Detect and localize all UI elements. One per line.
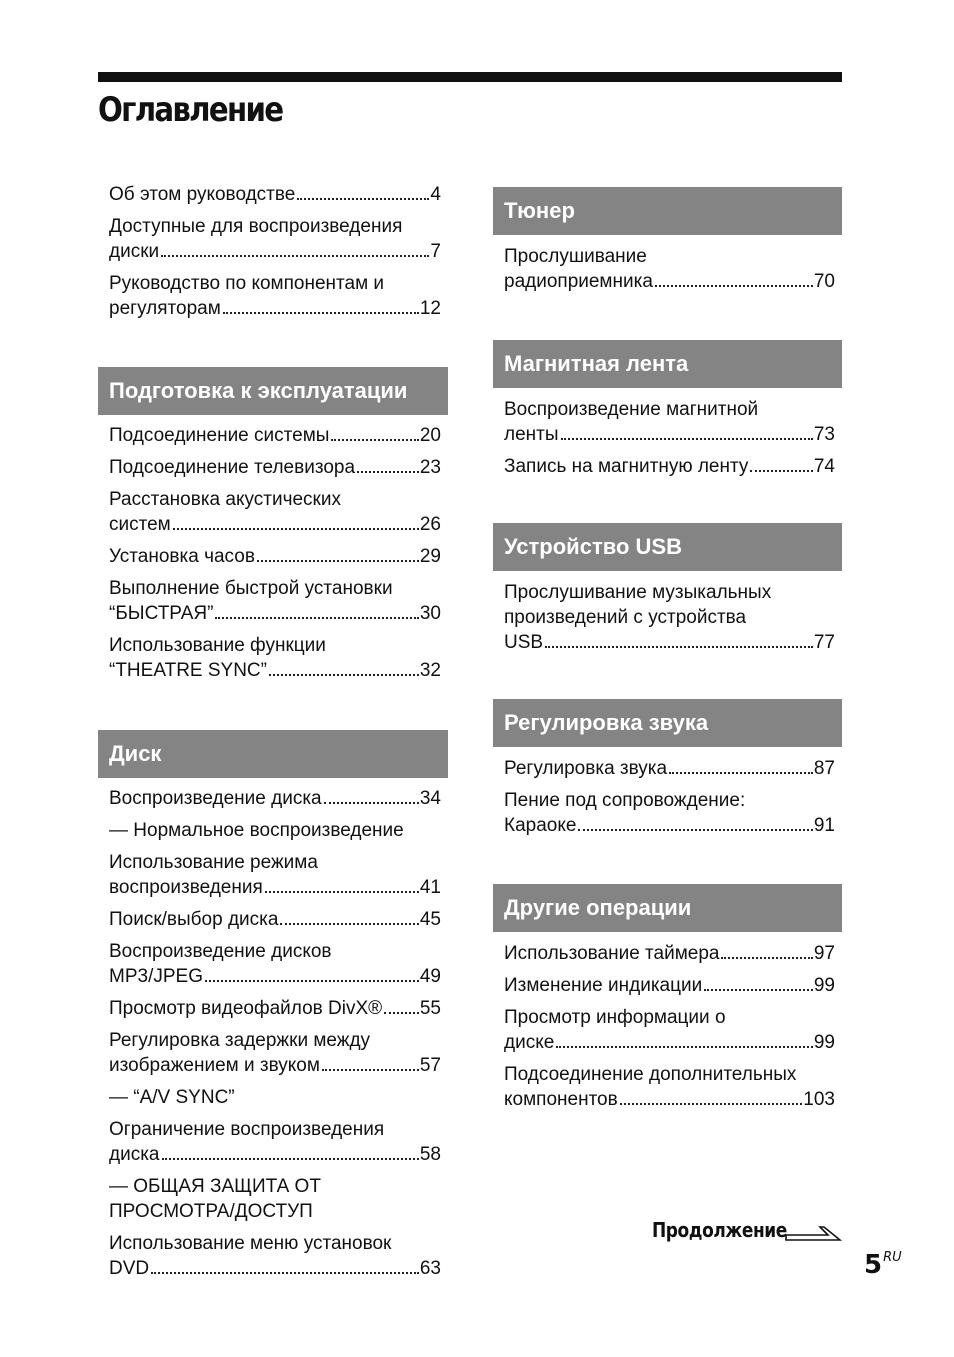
toc-subentry bbox=[109, 1174, 448, 1224]
section-list bbox=[493, 756, 842, 838]
toc-entry[interactable] bbox=[109, 786, 448, 811]
leader-dots bbox=[265, 891, 419, 893]
leader-dots bbox=[384, 1012, 419, 1014]
right-arrow-icon bbox=[784, 1218, 842, 1244]
leader-dots bbox=[620, 1103, 803, 1105]
toc-entry-page: 26 bbox=[419, 514, 441, 535]
leader-dots bbox=[561, 438, 813, 440]
leader-dots bbox=[655, 285, 813, 287]
toc-entry-text: ПРОСМОТРА/ДОСТУП bbox=[109, 1201, 313, 1222]
toc-entry-text: Руководство по компонентам и bbox=[109, 273, 385, 294]
toc-entry[interactable] bbox=[109, 576, 448, 626]
toc-entry-text: компонентов bbox=[504, 1089, 618, 1110]
toc-entry[interactable] bbox=[504, 973, 842, 998]
toc-entry-page: 97 bbox=[813, 943, 835, 964]
leader-dots bbox=[331, 439, 418, 441]
section-list bbox=[98, 423, 448, 683]
toc-entry[interactable] bbox=[109, 907, 448, 932]
toc-entry[interactable] bbox=[109, 182, 448, 207]
toc-entry-text: Подсоединение телевизора bbox=[109, 457, 356, 478]
leader-dots bbox=[257, 560, 419, 562]
continuation-text: Продолжение bbox=[652, 1218, 787, 1242]
leader-dots bbox=[324, 802, 419, 804]
leader-dots bbox=[161, 255, 429, 257]
toc-entry-text: Пение под сопровождение: bbox=[504, 790, 746, 811]
toc-entry[interactable] bbox=[504, 1005, 842, 1055]
section-heading: Магнитная лента bbox=[493, 340, 842, 388]
toc-entry-page: 7 bbox=[430, 241, 441, 262]
toc-entry-page: 70 bbox=[813, 271, 835, 292]
toc-entry-text: Подсоединение дополнительных bbox=[504, 1064, 797, 1085]
toc-subentry bbox=[109, 818, 448, 843]
toc-entry-page: 58 bbox=[419, 1144, 441, 1165]
toc-entry-text: Подсоединение системы bbox=[109, 425, 330, 446]
section-heading: Другие операции bbox=[493, 884, 842, 932]
leader-dots bbox=[297, 198, 429, 200]
toc-entry-text: Воспроизведение дисков bbox=[109, 941, 332, 962]
toc-entry-text: — Нормальное воспроизведение bbox=[109, 820, 404, 841]
toc-entry-page: 45 bbox=[419, 909, 441, 930]
toc-entry[interactable] bbox=[109, 423, 448, 448]
toc-entry-page: 87 bbox=[813, 758, 835, 779]
toc-entry-text: Регулировка звука bbox=[504, 758, 668, 779]
toc-entry-text: Установка часов bbox=[109, 546, 255, 567]
right-column bbox=[493, 187, 842, 1112]
toc-entry-text: Запись на магнитную ленту bbox=[504, 456, 749, 477]
toc-entry-text: USB bbox=[504, 632, 544, 653]
section-heading: Регулировка звука bbox=[493, 699, 842, 747]
toc-entry-text: Просмотр видеофайлов DivX® bbox=[109, 998, 383, 1019]
toc-entry[interactable] bbox=[109, 1028, 448, 1078]
leader-dots bbox=[151, 1272, 419, 1274]
section-list bbox=[98, 786, 448, 1281]
toc-entry-text: — “A/V SYNC” bbox=[109, 1087, 235, 1108]
section-heading: Подготовка к эксплуатации bbox=[98, 367, 448, 415]
toc-entry-text: MP3/JPEG bbox=[109, 966, 203, 987]
leader-dots bbox=[269, 674, 419, 676]
section-usb bbox=[493, 523, 842, 655]
toc-entry-text: Использование режима bbox=[109, 852, 318, 873]
toc-entry-text: Прослушивание bbox=[504, 246, 647, 267]
toc-entry-page: 74 bbox=[813, 456, 835, 477]
page-title: Оглавление bbox=[98, 90, 283, 130]
toc-entry-text: воспроизведения bbox=[109, 877, 263, 898]
toc-entry-text: Караоке bbox=[504, 815, 577, 836]
leader-dots bbox=[162, 1158, 419, 1160]
section-sound bbox=[493, 699, 842, 838]
toc-entry-text: Использование таймера bbox=[504, 943, 720, 964]
leader-dots bbox=[578, 829, 812, 831]
toc-subentry bbox=[109, 1085, 448, 1110]
toc-entry-text: диска bbox=[109, 1144, 160, 1165]
toc-entry-text: “БЫСТРАЯ” bbox=[109, 603, 214, 624]
toc-entry[interactable] bbox=[504, 788, 842, 838]
toc-entry-text: Расстановка акустических bbox=[109, 489, 341, 510]
top-rule bbox=[98, 72, 842, 82]
toc-entry-page: 20 bbox=[419, 425, 441, 446]
toc-entry[interactable] bbox=[504, 756, 842, 781]
toc-entry-page: 49 bbox=[419, 966, 441, 987]
toc-entry[interactable] bbox=[109, 1231, 448, 1281]
section-list bbox=[493, 244, 842, 294]
leader-dots bbox=[750, 470, 812, 472]
toc-entry-text: изображением и звуком bbox=[109, 1055, 320, 1076]
toc-entry-page: 55 bbox=[419, 998, 441, 1019]
toc-entry-page: 57 bbox=[419, 1055, 441, 1076]
toc-entry-text: Прослушивание музыкальных bbox=[504, 582, 772, 603]
toc-entry-page: 4 bbox=[430, 184, 441, 205]
page-number-value: 5 bbox=[864, 1250, 883, 1280]
toc-entry-page: 99 bbox=[813, 975, 835, 996]
toc-entry-text: DVD bbox=[109, 1258, 150, 1279]
section-list bbox=[493, 397, 842, 479]
section-tape bbox=[493, 340, 842, 479]
toc-entry-text: ленты bbox=[504, 424, 559, 445]
toc-entry-page: 41 bbox=[419, 877, 441, 898]
page-language: RU bbox=[883, 1250, 902, 1265]
toc-entry-page: 32 bbox=[419, 660, 441, 681]
toc-entry[interactable] bbox=[504, 454, 842, 479]
leader-dots bbox=[223, 312, 419, 314]
leader-dots bbox=[322, 1069, 419, 1071]
toc-entry[interactable] bbox=[109, 939, 448, 989]
section-tuner bbox=[493, 187, 842, 294]
section-other bbox=[493, 884, 842, 1112]
toc-entry[interactable] bbox=[109, 850, 448, 900]
toc-entry-text: диске bbox=[504, 1032, 555, 1053]
section-list bbox=[493, 941, 842, 1112]
toc-entry-text: регуляторам bbox=[109, 298, 221, 319]
toc-entry-text: Выполнение быстрой установки bbox=[109, 578, 393, 599]
toc-entry-page: 12 bbox=[419, 298, 441, 319]
leader-dots bbox=[280, 923, 418, 925]
toc-entry[interactable] bbox=[109, 1117, 448, 1167]
toc-entry[interactable] bbox=[109, 633, 448, 683]
toc-entry-text: Регулировка задержки между bbox=[109, 1030, 371, 1051]
toc-entry-text: Воспроизведение магнитной bbox=[504, 399, 759, 420]
toc-entry-text: Поиск/выбор диска bbox=[109, 909, 279, 930]
toc-entry-text: Доступные для воспроизведения bbox=[109, 216, 403, 237]
toc-entry-page: 103 bbox=[803, 1089, 835, 1110]
toc-entry[interactable] bbox=[504, 580, 842, 655]
leader-dots bbox=[205, 980, 419, 982]
toc-entry[interactable] bbox=[504, 397, 842, 447]
section-preparation bbox=[98, 367, 448, 683]
toc-entry-text: диски bbox=[109, 241, 160, 262]
toc-entry-text: радиоприемника bbox=[504, 271, 653, 292]
leader-dots bbox=[357, 471, 419, 473]
toc-entry-text: Изменение индикации bbox=[504, 975, 703, 996]
toc-entry-page: 30 bbox=[419, 603, 441, 624]
page-number bbox=[864, 1250, 902, 1280]
leader-dots bbox=[669, 772, 813, 774]
toc-entry[interactable] bbox=[109, 487, 448, 537]
section-heading: Диск bbox=[98, 730, 448, 778]
toc-entry-page: 29 bbox=[419, 546, 441, 567]
leader-dots bbox=[704, 989, 813, 991]
section-heading: Устройство USB bbox=[493, 523, 842, 571]
toc-entry[interactable] bbox=[504, 244, 842, 294]
leader-dots bbox=[545, 646, 813, 648]
section-list bbox=[493, 580, 842, 655]
left-column bbox=[98, 182, 448, 1281]
leader-dots bbox=[173, 528, 419, 530]
toc-entry[interactable] bbox=[504, 941, 842, 966]
toc-entry[interactable] bbox=[109, 214, 448, 264]
toc-entry-text: систем bbox=[109, 514, 171, 535]
toc-entry-page: 99 bbox=[813, 1032, 835, 1053]
toc-entry-page: 23 bbox=[419, 457, 441, 478]
toc-entry-page: 91 bbox=[813, 815, 835, 836]
leader-dots bbox=[215, 617, 418, 619]
section-heading: Тюнер bbox=[493, 187, 842, 235]
toc-entry[interactable] bbox=[109, 455, 448, 480]
toc-entry-text: Воспроизведение диска bbox=[109, 788, 322, 809]
toc-entry-page: 34 bbox=[419, 788, 441, 809]
intro-list bbox=[98, 182, 448, 321]
leader-dots bbox=[721, 957, 812, 959]
section-disc bbox=[98, 730, 448, 1281]
toc-entry-text: Ограничение воспроизведения bbox=[109, 1119, 385, 1140]
toc-entry-page: 77 bbox=[813, 632, 835, 653]
toc-entry-text: Использование функции bbox=[109, 635, 326, 656]
toc-entry-text: — ОБЩАЯ ЗАЩИТА ОТ bbox=[109, 1176, 321, 1197]
toc-entry-text: “THEATRE SYNC” bbox=[109, 660, 267, 681]
continuation-note bbox=[652, 1218, 811, 1242]
toc-entry[interactable] bbox=[109, 271, 448, 321]
toc-entry-text: Просмотр информации о bbox=[504, 1007, 726, 1028]
toc-entry[interactable] bbox=[109, 996, 448, 1021]
toc-entry[interactable] bbox=[109, 544, 448, 569]
toc-entry-page: 63 bbox=[419, 1258, 441, 1279]
leader-dots bbox=[556, 1046, 813, 1048]
toc-entry-page: 73 bbox=[813, 424, 835, 445]
toc-entry[interactable] bbox=[504, 1062, 842, 1112]
toc-entry-text: Использование меню установок bbox=[109, 1233, 392, 1254]
toc-entry-text: Об этом руководстве bbox=[109, 184, 296, 205]
toc-entry-text: произведений с устройства bbox=[504, 607, 747, 628]
